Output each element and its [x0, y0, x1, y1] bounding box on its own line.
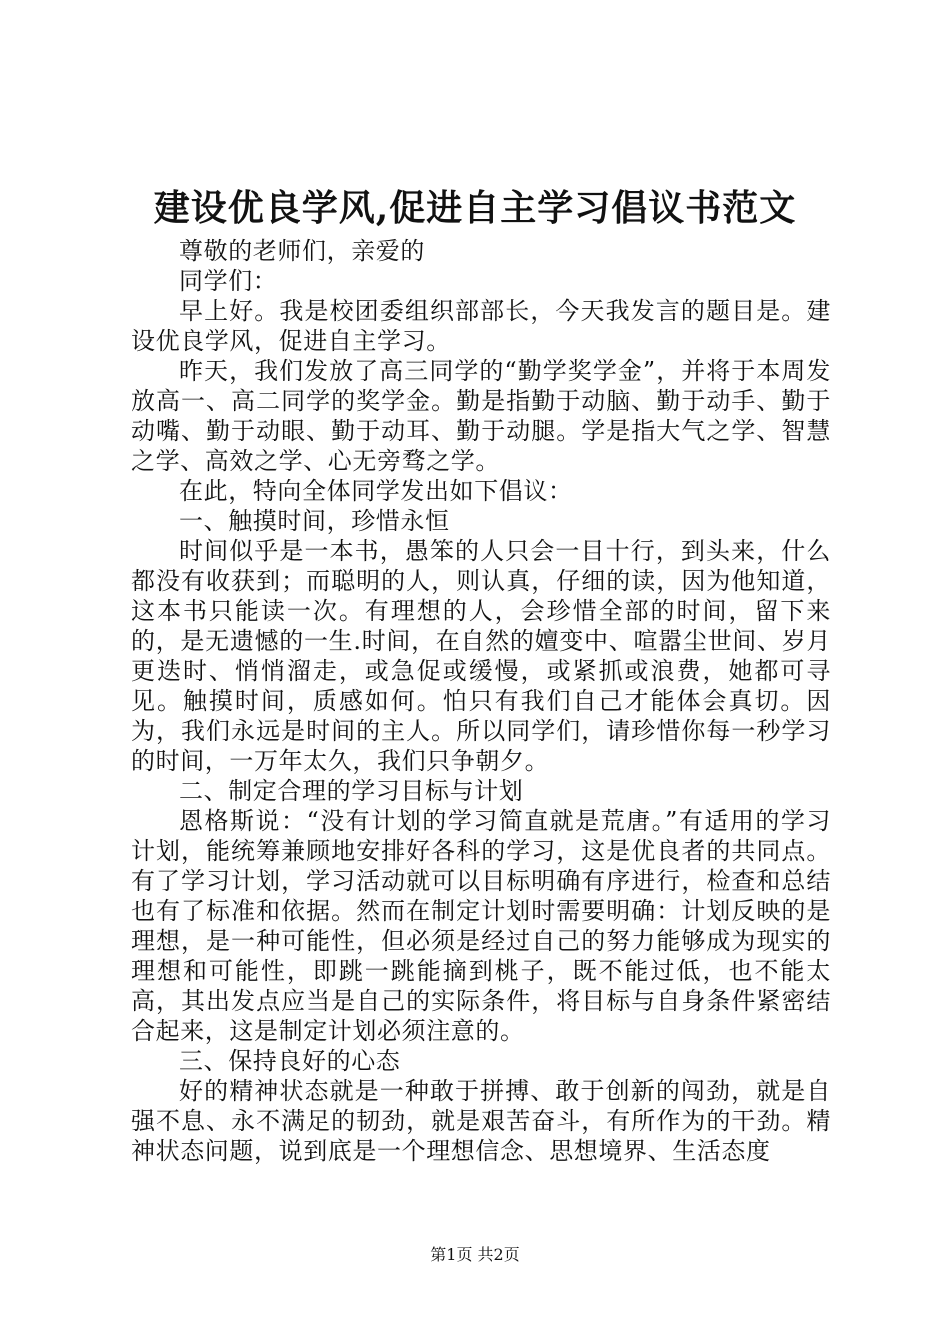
section-heading-1: 一、触摸时间，珍惜永恒 — [179, 507, 450, 535]
paragraph-plan: 恩格斯说：“没有计划的学习简直就是荒唐。”有适用的学习计划，能统筹兼顾地安排好各科的学习，这是优良者的共同点。有了学习计划，学习活动就可以目标明确有序进行，检查和总结也有了标准和依据。然而在制定计划时需要明确：计划反映的是理想，是一种可能性，但必须是经过自己的努力能够成为现实的理想和可能性，即跳一跳能摘到桃子，既不能过低，也不能太高，其出发点应当是自己的实际条件，将目标与自身条件紧密结合起来，这是制定计划必须注意的。 — [131, 807, 831, 1045]
page-number: 第1页 共2页 — [430, 1245, 520, 1264]
paragraph-mindset: 好的精神状态就是一种敢于拼搏、敢于创新的闯劲，就是自强不息、永不满足的韧劲，就是艰苦奋斗，有所作为的干劲。精神状态问题，说到底是一个理想信念、思想境界、生活态度 — [131, 1077, 831, 1165]
paragraph-greeting: 早上好。我是校团委组织部部长，今天我发言的题目是。建设优良学风，促进自主学习。 — [131, 297, 831, 355]
section-heading-3: 三、保持良好的心态 — [179, 1047, 401, 1075]
paragraph-scholarship: 昨天，我们发放了高三同学的“勤学奖学金”，并将于本周发放高一、高二同学的奖学金。勤是指勤于动脑、勤于动手、勤于动嘴、勤于动眼、勤于动耳、勤于动腿。学是指大气之学、智慧之学、高效之学、心无旁骛之学。 — [131, 357, 831, 475]
paragraph-time: 时间似乎是一本书，愚笨的人只会一目十行，到头来，什么都没有收获到；而聪明的人，则认真，仔细的读，因为他知道，这本书只能读一次。有理想的人，会珍惜全部的时间，留下来的，是无遗憾的一生.时间，在自然的嬗变中、喧嚣尘世间、岁月更迭时、悄悄溜走，或急促或缓慢，或紧抓或浪费，她都可寻见。触摸时间，质感如何。怕只有我们自己才能体会真切。因为，我们永远是时间的主人。所以同学们，请珍惜你每一秒学习的时间，一万年太久，我们只争朝夕。 — [131, 537, 831, 775]
section-heading-2: 二、制定合理的学习目标与计划 — [179, 777, 524, 805]
paragraph-salutation-cont: 同学们： — [179, 267, 278, 295]
document-title: 建设优良学风,促进自主学习倡议书范文 — [153, 187, 797, 229]
document-body — [131, 236, 831, 1166]
paragraph-proposal-intro: 在此，特向全体同学发出如下倡议： — [179, 477, 573, 505]
paragraph-salutation: 尊敬的老师们，亲爱的 — [179, 237, 425, 265]
